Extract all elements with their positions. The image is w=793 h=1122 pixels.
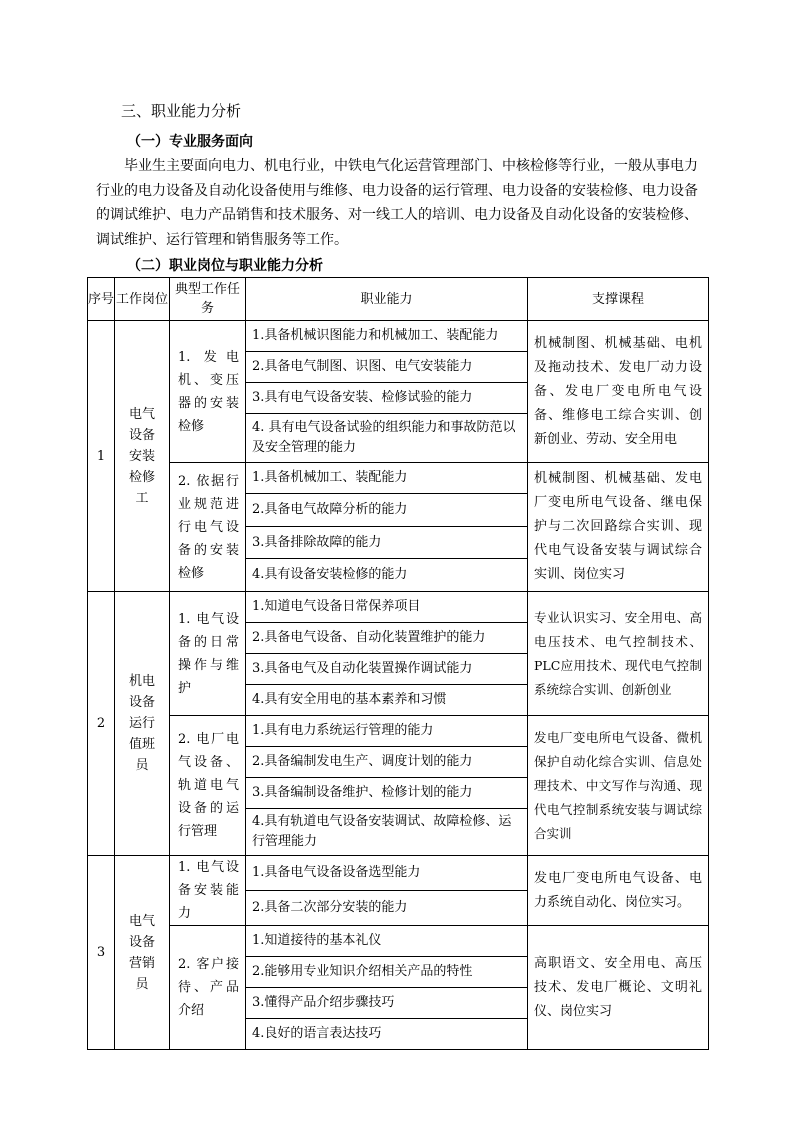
row-no: 1	[88, 321, 115, 592]
header-task: 典型工作任务	[170, 278, 246, 321]
typical-task: 2. 依据行业规范进行电气设备的安装检修	[170, 463, 246, 592]
header-position: 工作岗位	[115, 278, 170, 321]
service-paragraph	[96, 154, 706, 252]
work-position: 电气设备营销员	[115, 856, 170, 1050]
typical-task: 1. 发电机、变压器的安装检修	[170, 321, 246, 463]
ability-item: 2.能够用专业知识介绍相关产品的特性	[246, 957, 528, 988]
table-row	[88, 592, 709, 623]
ability-item: 2.具备电气故障分析的能力	[246, 494, 528, 527]
ability-item: 4.具有轨道电气设备安装调试、故障检修、运行管理能力	[246, 809, 528, 856]
ability-item: 1.具备机械识图能力和机械加工、装配能力	[246, 321, 528, 352]
ability-item: 4.具有设备安装检修的能力	[246, 559, 528, 592]
ability-item: 3.具备排除故障的能力	[246, 526, 528, 559]
table-header-row	[88, 278, 709, 321]
subsection-title-service: （一）专业服务面向	[127, 134, 253, 150]
ability-item: 1.知道接待的基本礼仪	[246, 926, 528, 957]
ability-item: 2.具备电气制图、识图、电气安装能力	[246, 352, 528, 383]
work-position: 机电设备运行值班员	[115, 592, 170, 856]
header-courses: 支撑课程	[528, 278, 709, 321]
support-courses: 机械制图、机械基础、电机及拖动技术、发电厂动力设备、发电厂变电所电气设备、维修电工综合实训、创新创业、劳动、安全用电	[528, 321, 709, 463]
ability-item: 3.懂得产品介绍步骤技巧	[246, 988, 528, 1019]
paragraph-text: 毕业生主要面向电力、机电行业，中铁电气化运营管理部门、中核检修等行业，一般从事电力行业的电力设备及自动化设备使用与维修、电力设备的运行管理、电力设备的安装检修、电力设备的调试维护、电力产品销售和技术服务、对一线工人的培训、电力设备及自动化设备的安装检修、调试维护、运行管理和销售服务等工作。	[96, 158, 698, 248]
ability-item: 4.具有安全用电的基本素养和习惯	[246, 685, 528, 716]
row-no: 3	[88, 856, 115, 1050]
support-courses: 高职语文、安全用电、高压技术、发电厂概论、文明礼仪、岗位实习	[528, 926, 709, 1050]
support-courses: 发电厂变电所电气设备、电力系统自动化、岗位实习。	[528, 856, 709, 926]
ability-item: 1.具备电气设备设备选型能力	[246, 856, 528, 891]
row-no: 2	[88, 592, 115, 856]
subsection-title-positions: （二）职业岗位与职业能力分析	[127, 258, 323, 274]
header-no: 序号	[88, 278, 115, 321]
ability-item: 2.具备编制发电生产、调度计划的能力	[246, 747, 528, 778]
section-title: 三、职业能力分析	[121, 102, 242, 120]
ability-item: 1.知道电气设备日常保养项目	[246, 592, 528, 623]
typical-task: 2. 客户接待、产品介绍	[170, 926, 246, 1050]
table-row	[88, 856, 709, 891]
typical-task: 1. 电气设备的日常操作与维护	[170, 592, 246, 716]
ability-item: 3.具备编制设备维护、检修计划的能力	[246, 778, 528, 809]
ability-item: 4.良好的语言表达技巧	[246, 1019, 528, 1050]
work-position: 电气设备安装检修工	[115, 321, 170, 592]
support-courses: 专业认识实习、安全用电、高电压技术、电气控制技术、PLC应用技术、现代电气控制系统综合实训、创新创业	[528, 592, 709, 716]
career-ability-table	[87, 277, 709, 1050]
support-courses: 机械制图、机械基础、发电厂变电所电气设备、继电保护与二次回路综合实训、现代电气设备安装与调试综合实训、岗位实习	[528, 463, 709, 592]
ability-item: 1.具有电力系统运行管理的能力	[246, 716, 528, 747]
table-row	[88, 321, 709, 352]
ability-item: 2.具备二次部分安装的能力	[246, 891, 528, 926]
typical-task: 1. 电气设备安装能力	[170, 856, 246, 926]
ability-item: 2.具备电气设备、自动化装置维护的能力	[246, 623, 528, 654]
support-courses: 发电厂变电所电气设备、微机保护自动化综合实训、信息处理技术、中文写作与沟通、现代电气控制系统安装与调试综合实训	[528, 716, 709, 856]
ability-item: 4. 具有电气设备试验的组织能力和事故防范以及安全管理的能力	[246, 414, 528, 463]
ability-item: 3.具有电气设备安装、检修试验的能力	[246, 383, 528, 414]
header-ability: 职业能力	[246, 278, 528, 321]
typical-task: 2. 电厂电气设备、轨道电气设备的运行管理	[170, 716, 246, 856]
ability-item: 1.具备机械加工、装配能力	[246, 463, 528, 494]
ability-item: 3.具备电气及自动化装置操作调试能力	[246, 654, 528, 685]
